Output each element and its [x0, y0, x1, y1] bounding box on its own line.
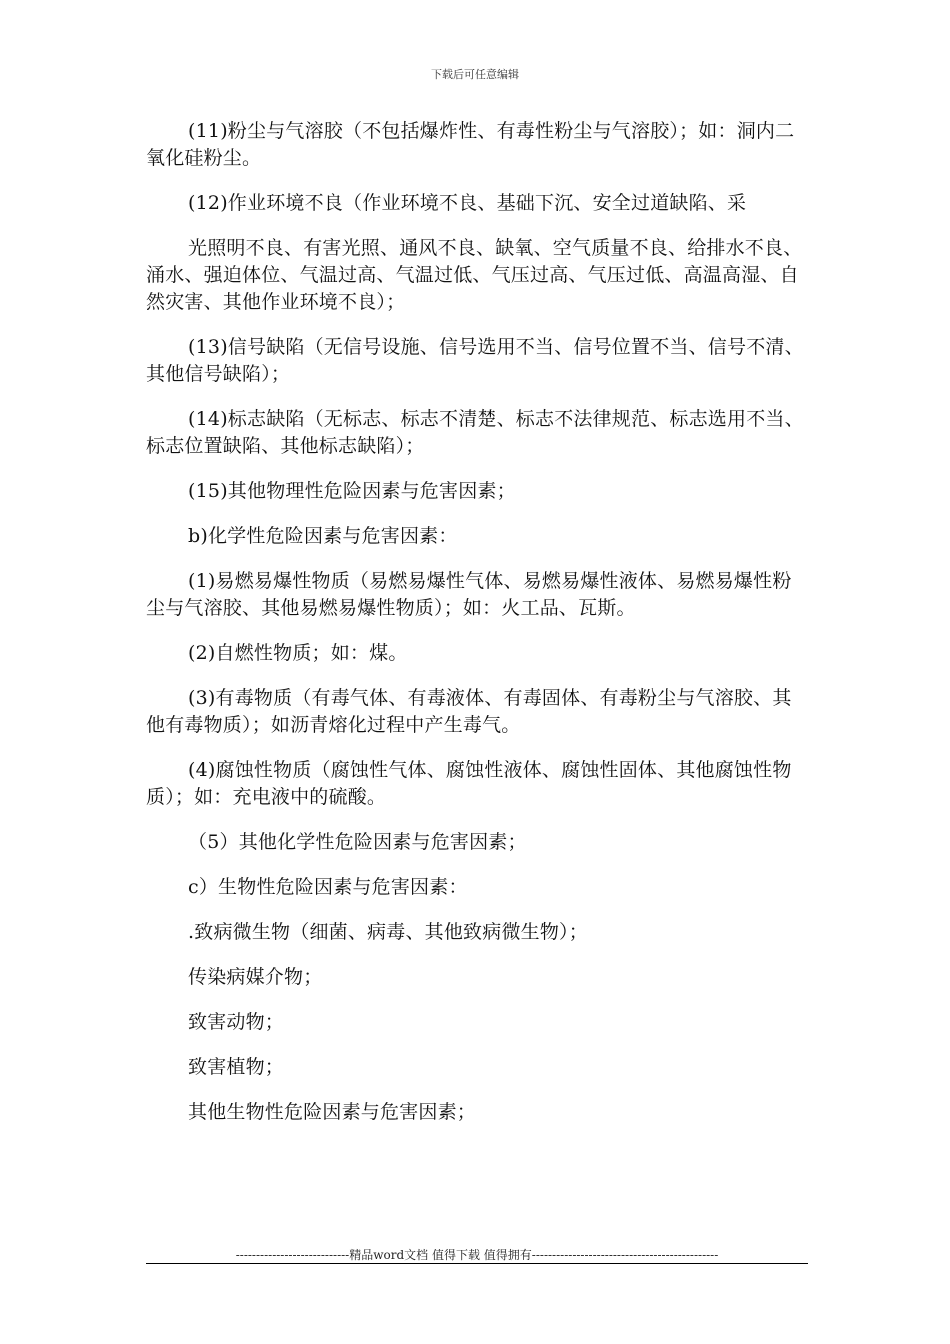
- page-footer: ----------------------------精品word文档 值得下载 值得拥有----------------------------------------------: [235, 1248, 719, 1262]
- section-b-chemical: b)化学性危险因素与危害因素：: [188, 525, 458, 547]
- paragraph-b3-toxic: (3)有毒物质（有毒气体、有毒液体、有毒固体、有毒粉尘与气溶胶、其他有毒物质）；如沥青熔化过程中产生毒气。: [146, 687, 792, 736]
- section-c-biological: c）生物性危险因素与危害因素：: [188, 876, 468, 898]
- paragraph-c-plants: 致害植物；: [188, 1056, 285, 1078]
- paragraph-b5-other-chemical: （5）其他化学性危险因素与危害因素；: [188, 831, 527, 853]
- paragraph-15-other-physical: (15)其他物理性危险因素与危害因素；: [188, 480, 516, 502]
- paragraph-b4-corrosive: (4)腐蚀性物质（腐蚀性气体、腐蚀性液体、腐蚀性固体、其他腐蚀性物质）；如：充电液中的硫酸。: [146, 759, 792, 808]
- paragraph-c-vectors: 传染病媒介物；: [188, 966, 323, 988]
- paragraph-12-environment: (12)作业环境不良（作业环境不良、基础下沉、安全过道缺陷、采: [188, 192, 747, 214]
- paragraph-11-dust: (11)粉尘与气溶胶（不包括爆炸性、有毒性粉尘与气溶胶）；如：洞内二氧化硅粉尘。: [146, 120, 795, 169]
- paragraph-c-pathogens: .致病微生物（细菌、病毒、其他致病微生物）；: [188, 921, 588, 943]
- paragraph-c-other-biological: 其他生物性危险因素与危害因素；: [188, 1101, 477, 1123]
- footer-divider: [146, 1263, 808, 1264]
- paragraph-c-animals: 致害动物；: [188, 1011, 285, 1033]
- document-body: [146, 118, 808, 1126]
- paragraph-b1-flammable: (1)易燃易爆性物质（易燃易爆性气体、易燃易爆性液体、易燃易爆性粉尘与气溶胶、其他易燃易爆性物质）；如：火工品、瓦斯。: [146, 570, 792, 619]
- paragraph-14-sign: (14)标志缺陷（无标志、标志不清楚、标志不法律规范、标志选用不当、标志位置缺陷、其他标志缺陷）；: [146, 408, 804, 457]
- paragraph-b2-spontaneous: (2)自燃性物质；如：煤。: [188, 642, 408, 664]
- page-header: 下载后可任意编辑: [431, 68, 519, 81]
- paragraph-12-environment-continued: 光照明不良、有害光照、通风不良、缺氧、空气质量不良、给排水不良、涌水、强迫体位、气温过高、气温过低、气压过高、气压过低、高温高湿、自然灾害、其他作业环境不良）；: [146, 237, 803, 313]
- paragraph-13-signal: (13)信号缺陷（无信号设施、信号选用不当、信号位置不当、信号不清、其他信号缺陷）；: [146, 336, 804, 385]
